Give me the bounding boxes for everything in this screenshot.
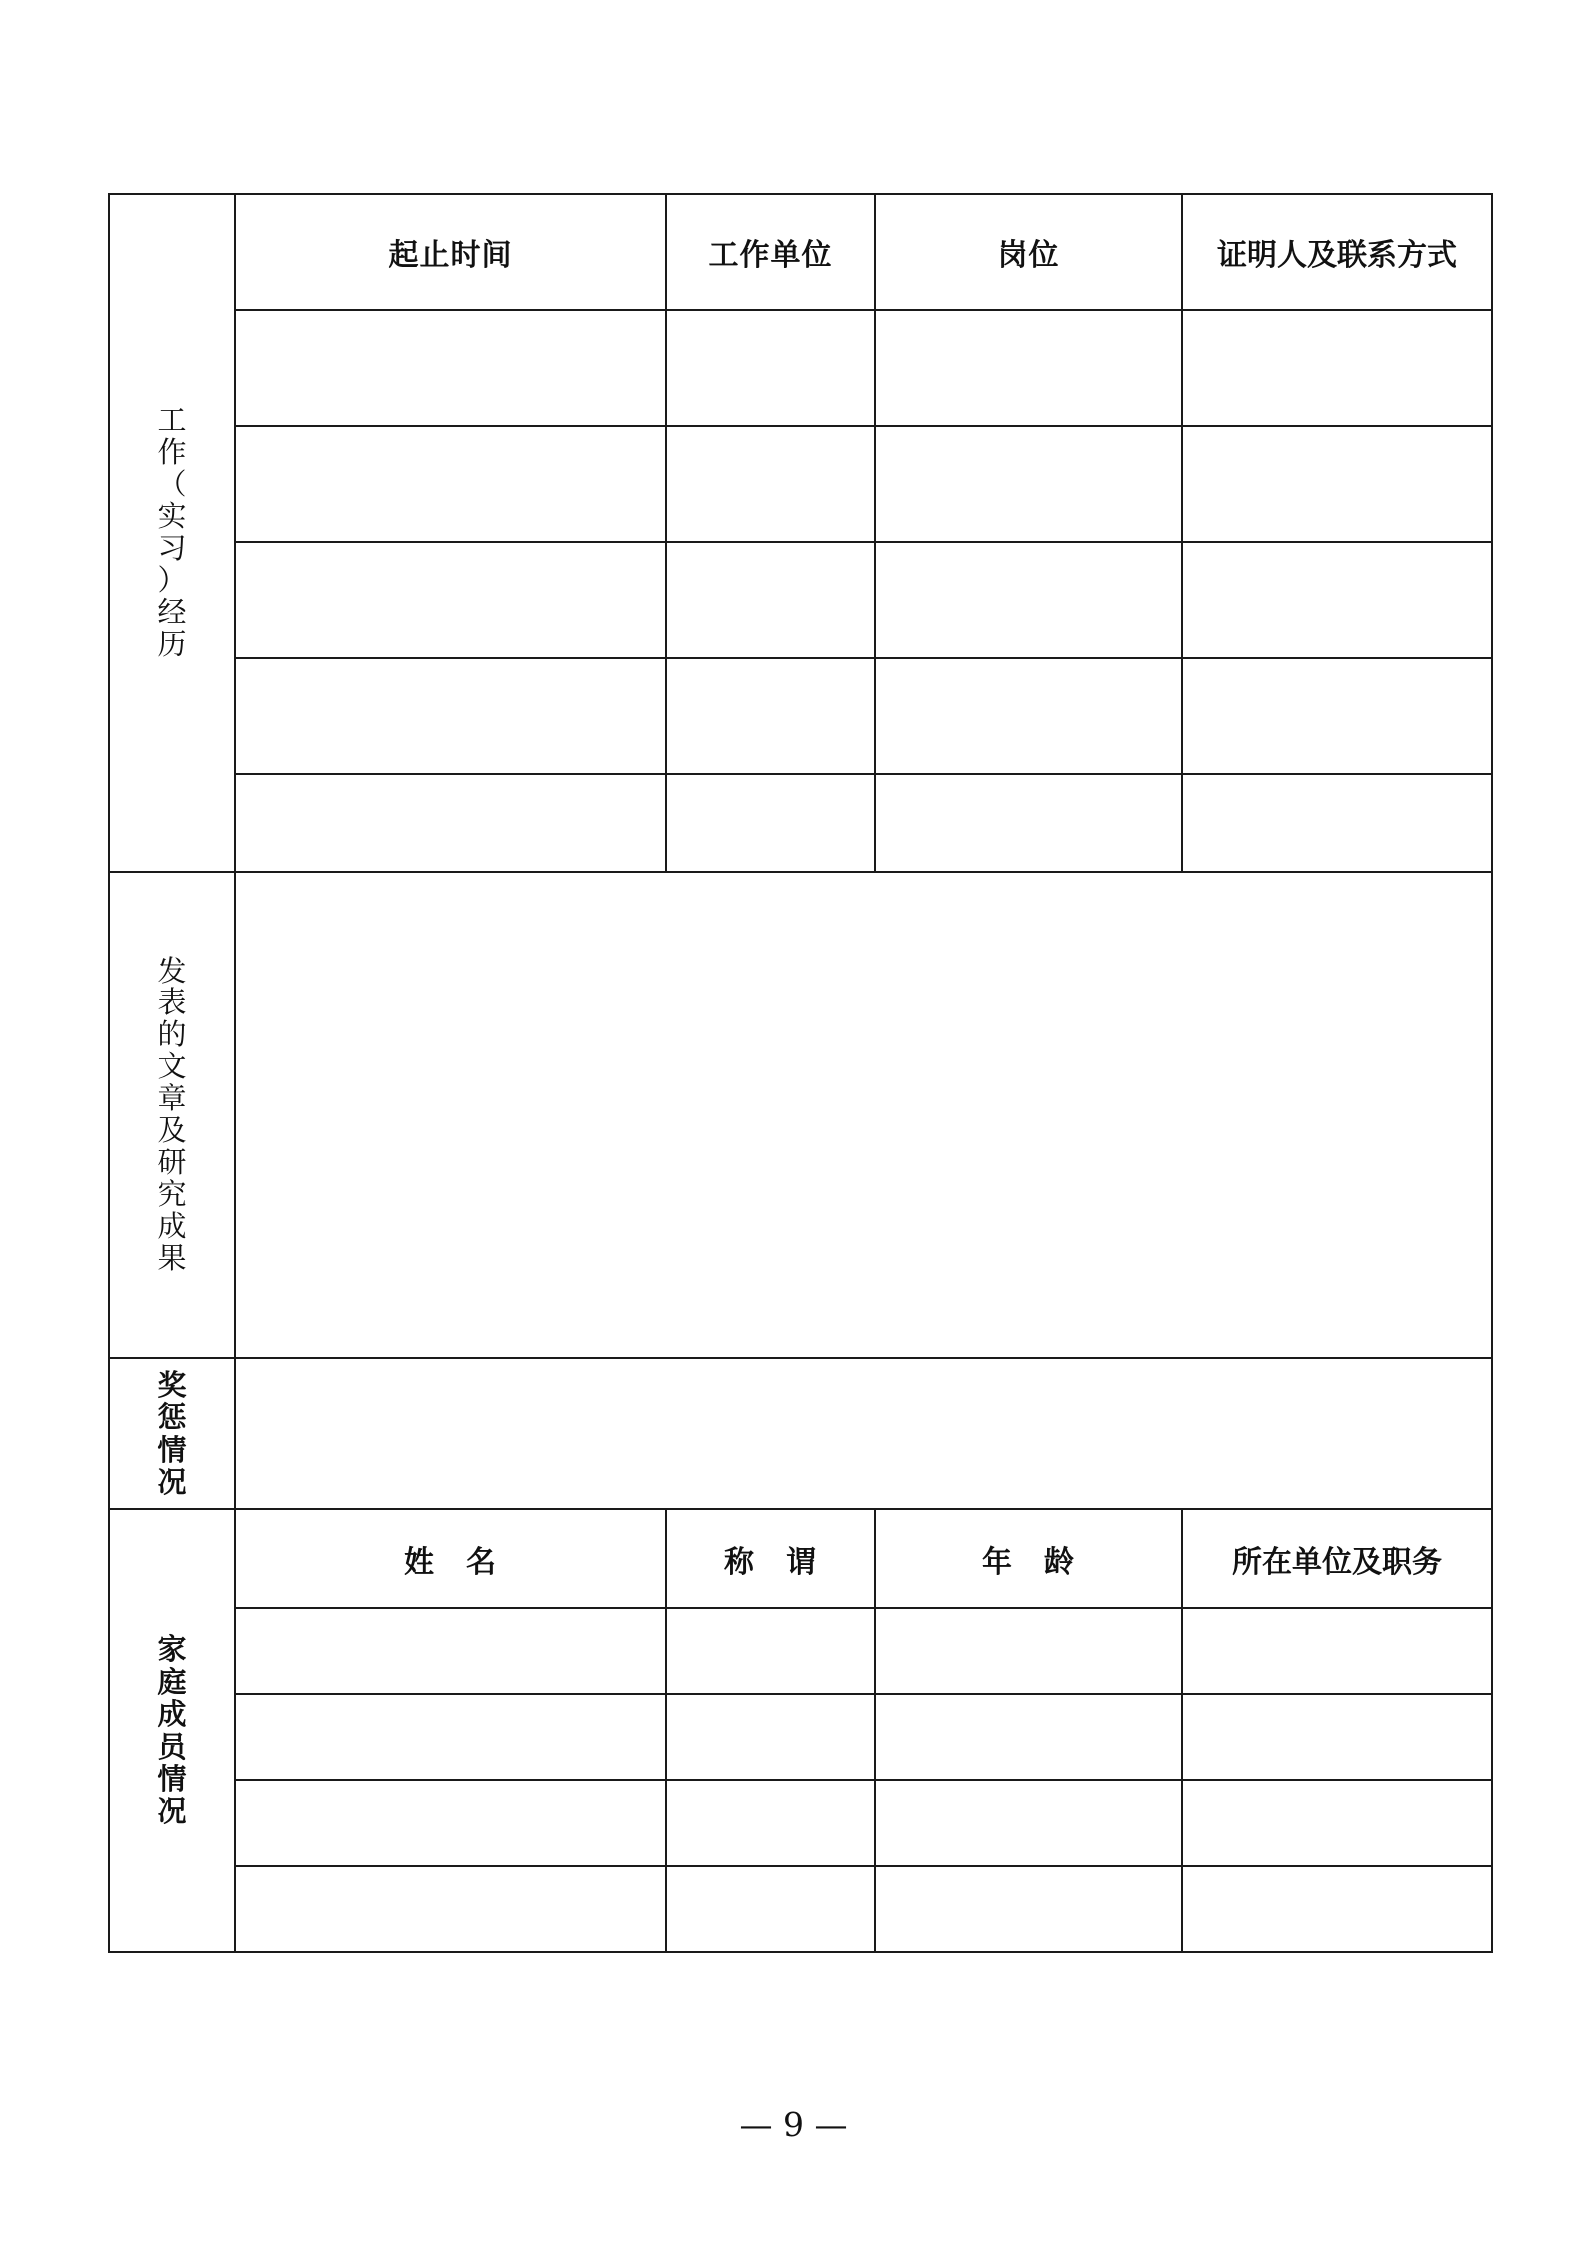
family-row: [109, 1694, 1492, 1780]
label-char: 成: [157, 1697, 187, 1732]
work-position-cell[interactable]: [875, 310, 1182, 426]
label-char: 工: [157, 403, 187, 438]
family-workplace-cell[interactable]: [1182, 1694, 1492, 1780]
family-label-cell: [109, 1509, 235, 1952]
label-char: 家: [157, 1632, 187, 1667]
work-position-cell[interactable]: [875, 426, 1182, 542]
label-char: 员: [157, 1729, 187, 1764]
work-employer-cell[interactable]: [666, 774, 875, 872]
family-age-cell[interactable]: [875, 1866, 1182, 1952]
header-workplace-title: 所在单位及职务: [1182, 1509, 1492, 1608]
work-reference-cell[interactable]: [1182, 542, 1492, 658]
label-char: 情: [157, 1761, 187, 1796]
family-workplace-cell[interactable]: [1182, 1780, 1492, 1866]
work-reference-cell[interactable]: [1182, 426, 1492, 542]
publications-label: [110, 953, 234, 1275]
work-reference-cell[interactable]: [1182, 658, 1492, 774]
label-char: 情: [157, 1432, 187, 1467]
label-char: 实: [157, 499, 187, 534]
work-employer-cell[interactable]: [666, 310, 875, 426]
label-char: 况: [157, 1794, 187, 1829]
work-period-cell[interactable]: [235, 426, 666, 542]
awards-content-cell[interactable]: [235, 1358, 1492, 1509]
label-char: 发: [157, 953, 187, 988]
work-row: [109, 426, 1492, 542]
header-relation: 称 谓: [666, 1509, 875, 1608]
label-char: 奖: [157, 1367, 187, 1402]
family-relation-cell[interactable]: [666, 1694, 875, 1780]
label-char: 的: [157, 1017, 187, 1052]
awards-label-cell: [109, 1358, 235, 1509]
page-number: — 9 —: [739, 2105, 848, 2144]
work-position-cell[interactable]: [875, 542, 1182, 658]
work-position-cell[interactable]: [875, 658, 1182, 774]
family-age-cell[interactable]: [875, 1694, 1182, 1780]
family-label: [110, 1633, 234, 1828]
work-row: [109, 658, 1492, 774]
header-name: 姓 名: [235, 1509, 666, 1608]
family-relation-cell[interactable]: [666, 1608, 875, 1694]
label-char: 究: [157, 1176, 187, 1211]
awards-label: [110, 1369, 234, 1499]
family-name-cell[interactable]: [235, 1866, 666, 1952]
label-char: 章: [157, 1081, 187, 1116]
label-char: 作: [157, 435, 187, 470]
label-char: 成: [157, 1208, 187, 1243]
family-relation-cell[interactable]: [666, 1780, 875, 1866]
label-char: 况: [157, 1464, 187, 1499]
family-age-cell[interactable]: [875, 1780, 1182, 1866]
family-row: [109, 1608, 1492, 1694]
label-char: 表: [157, 985, 187, 1020]
label-char: 研: [157, 1144, 187, 1179]
work-period-cell[interactable]: [235, 310, 666, 426]
header-employer: 工作单位: [666, 194, 875, 310]
work-employer-cell[interactable]: [666, 542, 875, 658]
work-period-cell[interactable]: [235, 774, 666, 872]
label-char: 文: [157, 1049, 187, 1084]
work-row: [109, 774, 1492, 872]
work-experience-label-cell: [109, 194, 235, 872]
work-experience-label: [110, 405, 234, 660]
publications-label-cell: [109, 872, 235, 1358]
label-char: 历: [157, 626, 187, 661]
header-age: 年 龄: [875, 1509, 1182, 1608]
family-workplace-cell[interactable]: [1182, 1866, 1492, 1952]
work-employer-cell[interactable]: [666, 658, 875, 774]
family-relation-cell[interactable]: [666, 1866, 875, 1952]
work-reference-cell[interactable]: [1182, 774, 1492, 872]
label-char: 果: [157, 1240, 187, 1275]
work-employer-cell[interactable]: [666, 426, 875, 542]
label-char: 习: [157, 531, 187, 565]
family-name-cell[interactable]: [235, 1694, 666, 1780]
work-row: [109, 310, 1492, 426]
work-period-cell[interactable]: [235, 542, 666, 658]
family-age-cell[interactable]: [875, 1608, 1182, 1694]
label-char: 经: [157, 594, 187, 629]
family-workplace-cell[interactable]: [1182, 1608, 1492, 1694]
application-form-table: [108, 193, 1493, 1953]
label-char: 惩: [157, 1400, 187, 1435]
label-char: 及: [157, 1113, 187, 1147]
header-period: 起止时间: [235, 194, 666, 310]
publications-content-cell[interactable]: [235, 872, 1492, 1358]
label-char: 庭: [157, 1664, 187, 1699]
awards-row: [109, 1358, 1492, 1509]
work-reference-cell[interactable]: [1182, 310, 1492, 426]
header-position: 岗位: [875, 194, 1182, 310]
work-position-cell[interactable]: [875, 774, 1182, 872]
label-char: ）: [157, 562, 187, 597]
family-name-cell[interactable]: [235, 1780, 666, 1866]
label-char: （: [157, 467, 187, 502]
family-row: [109, 1866, 1492, 1952]
publications-row: [109, 872, 1492, 1358]
work-header-row: [109, 194, 1492, 310]
family-header-row: [109, 1509, 1492, 1608]
header-reference-contact: 证明人及联系方式: [1182, 194, 1492, 310]
family-name-cell[interactable]: [235, 1608, 666, 1694]
family-row: [109, 1780, 1492, 1866]
work-row: [109, 542, 1492, 658]
work-period-cell[interactable]: [235, 658, 666, 774]
